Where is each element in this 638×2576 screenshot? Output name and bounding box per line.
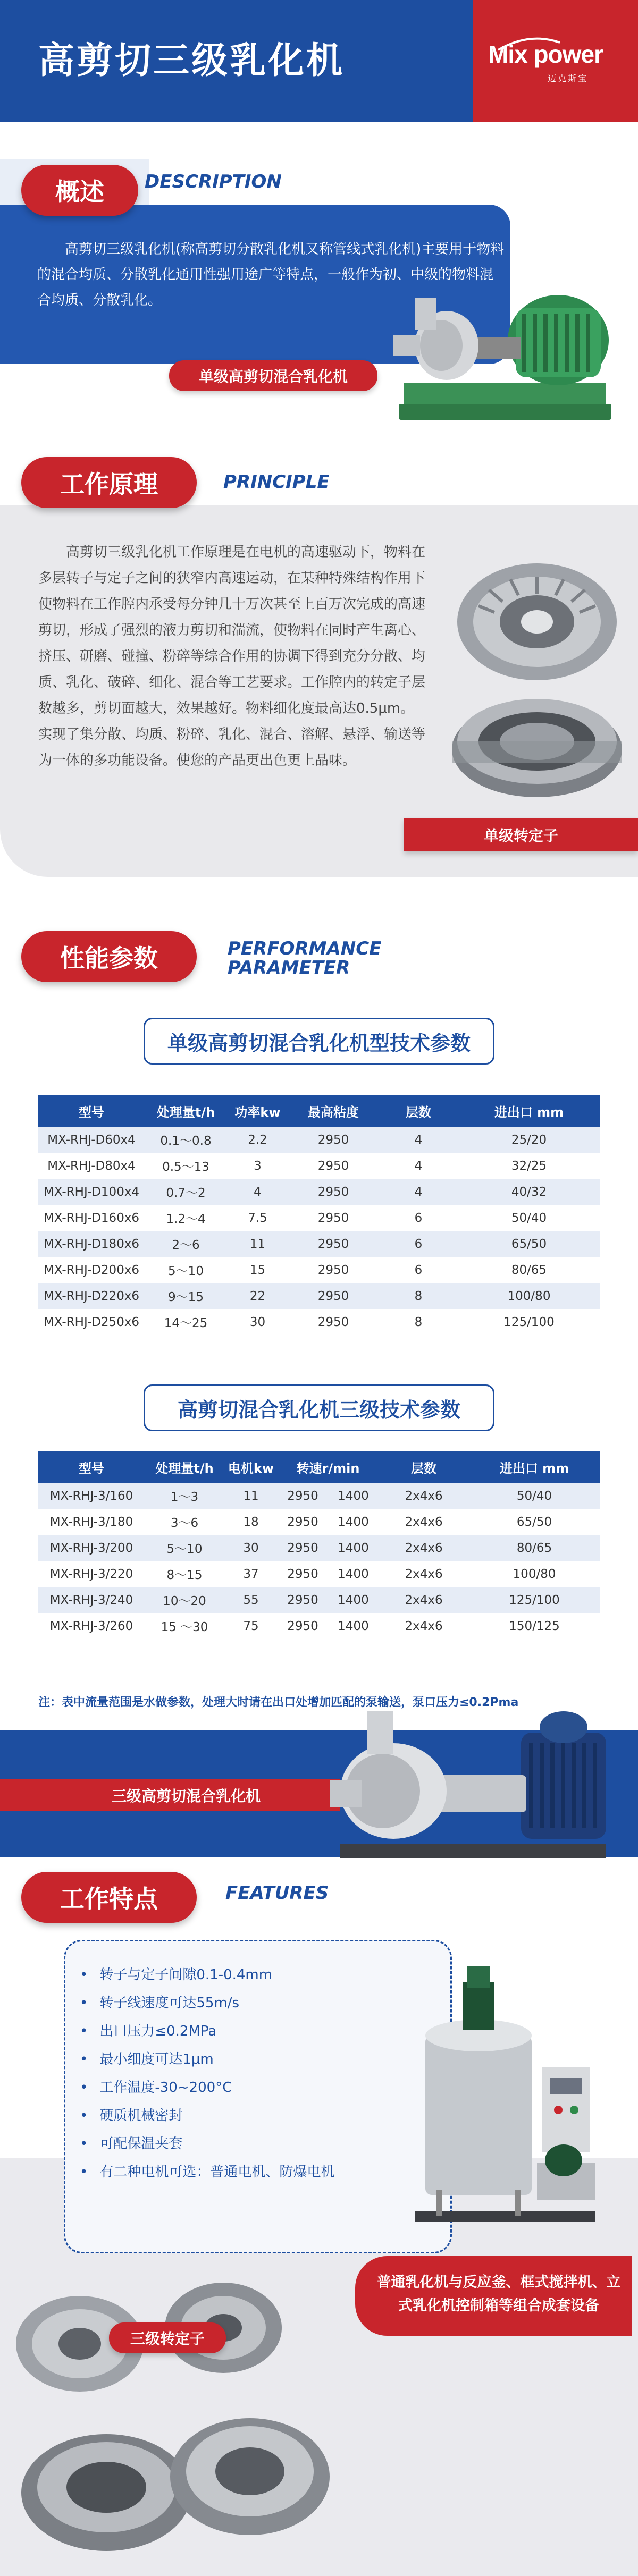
table1-cell: 5～10	[145, 1257, 227, 1283]
table1-cell: 11	[227, 1231, 288, 1257]
single-stage-spec-table	[38, 1095, 600, 1335]
table1-header-cell: 最高粘度	[288, 1095, 379, 1127]
table1-cell: 4	[227, 1179, 288, 1205]
table2-cell: 2950	[278, 1509, 328, 1535]
table2-cell: 2x4x6	[379, 1587, 469, 1613]
performance-heading-en-line1: PERFORMANCE	[228, 938, 382, 959]
brand-logo	[473, 0, 638, 122]
table2-cell: 15 ～30	[145, 1613, 224, 1639]
table1-cell: 2950	[288, 1127, 379, 1153]
table2-cell: 1400	[328, 1483, 379, 1509]
overview-image-label: 单级高剪切混合乳化机	[169, 360, 377, 391]
table2-cell: 2x4x6	[379, 1483, 469, 1509]
table1-cell: 0.1～0.8	[145, 1127, 227, 1153]
table1-cell: MX-RHJ-D200x6	[38, 1257, 145, 1283]
principle-heading: 工作原理	[21, 457, 197, 508]
table1-cell: 65/50	[458, 1231, 600, 1257]
rotor-stator-label: 三级转定子	[109, 2322, 226, 2353]
table2-cell: 2x4x6	[379, 1535, 469, 1561]
table2-header-cell: 电机kw	[224, 1451, 278, 1483]
table2-cell: 2950	[278, 1535, 328, 1561]
table1-header-cell: 型号	[38, 1095, 145, 1127]
rotor-stator-image	[447, 553, 627, 818]
table1-cell: 30	[227, 1309, 288, 1335]
table1-cell: 6	[379, 1257, 458, 1283]
performance-heading-en-line2: PARAMETER	[228, 957, 350, 978]
table-row	[38, 1153, 600, 1179]
table1-cell: 1.2～4	[145, 1205, 227, 1231]
table1-cell: 2950	[288, 1257, 379, 1283]
table-row	[38, 1257, 600, 1283]
emulsifier-set-image	[404, 1961, 606, 2259]
table1-cell: MX-RHJ-D160x6	[38, 1205, 145, 1231]
table1-cell: MX-RHJ-D100x4	[38, 1179, 145, 1205]
table1-cell: 4	[379, 1179, 458, 1205]
table2-cell: 2x4x6	[379, 1561, 469, 1587]
table2-cell: 8～15	[145, 1561, 224, 1587]
table2-cell: 80/65	[469, 1535, 600, 1561]
table2-cell: 2x4x6	[379, 1509, 469, 1535]
table2-cell: 5～10	[145, 1535, 224, 1561]
table1-cell: 2950	[288, 1283, 379, 1309]
table2-cell: 2x4x6	[379, 1613, 469, 1639]
table1-cell: 8	[379, 1283, 458, 1309]
table1-cell: 14～25	[145, 1309, 227, 1335]
table1-cell: 6	[379, 1231, 458, 1257]
table1-header-cell: 层数	[379, 1095, 458, 1127]
feature-item: • 硬质机械密封	[80, 2102, 334, 2130]
table1-cell: 0.5～13	[145, 1153, 227, 1179]
table2-cell: MX-RHJ-3/160	[38, 1483, 145, 1509]
table-row	[38, 1535, 600, 1561]
table-row	[38, 1231, 600, 1257]
performance-heading-en	[228, 940, 381, 977]
table1-header-cell: 进出口 mm	[458, 1095, 600, 1127]
table1-cell: MX-RHJ-D250x6	[38, 1309, 145, 1335]
features-list	[80, 1961, 334, 2186]
table1-cell: 7.5	[227, 1205, 288, 1231]
three-stage-spec-table	[38, 1451, 600, 1639]
table-row	[38, 1561, 600, 1587]
table2-cell: 2950	[278, 1561, 328, 1587]
table1-cell: MX-RHJ-D180x6	[38, 1231, 145, 1257]
features-heading: 工作特点	[21, 1872, 197, 1923]
table2-cell: 1400	[328, 1509, 379, 1535]
table1-header-cell: 功率kw	[227, 1095, 288, 1127]
feature-item: • 工作温度-30~200°C	[80, 2074, 334, 2102]
table2-title: 高剪切混合乳化机三级技术参数	[144, 1384, 494, 1431]
table1-cell: 0.7～2	[145, 1179, 227, 1205]
table1-cell: 3	[227, 1153, 288, 1179]
three-stage-emulsifier-image	[319, 1690, 622, 1876]
table2-header-cell: 转速r/min	[278, 1451, 379, 1483]
page-title: 高剪切三级乳化机	[38, 40, 345, 82]
table-row	[38, 1483, 600, 1509]
table2-header-cell: 进出口 mm	[469, 1451, 600, 1483]
table2-cell: 1～3	[145, 1483, 224, 1509]
table2-header-cell: 层数	[379, 1451, 469, 1483]
three-stage-image-label: 三级高剪切混合乳化机	[111, 1787, 261, 1805]
feature-item: • 转子与定子间隙0.1-0.4mm	[80, 1961, 334, 1989]
table2-cell: MX-RHJ-3/200	[38, 1535, 145, 1561]
table1-cell: 125/100	[458, 1309, 600, 1335]
feature-item: • 可配保温夹套	[80, 2130, 334, 2158]
table1-cell: 2950	[288, 1309, 379, 1335]
overview-heading: 概述	[21, 165, 138, 216]
table2-cell: 1400	[328, 1587, 379, 1613]
principle-heading-en: PRINCIPLE	[223, 471, 330, 493]
table-row	[38, 1179, 600, 1205]
table-row	[38, 1587, 600, 1613]
table1-cell: 6	[379, 1205, 458, 1231]
table2-header-cell: 处理量t/h	[145, 1451, 224, 1483]
table-row	[38, 1309, 600, 1335]
table2-cell: 3～6	[145, 1509, 224, 1535]
feature-item: • 有二种电机可选：普通电机、防爆电机	[80, 2158, 334, 2186]
table1-title: 单级高剪切混合乳化机型技术参数	[144, 1018, 494, 1065]
table1-cell: 80/65	[458, 1257, 600, 1283]
table1-cell: 9～15	[145, 1283, 227, 1309]
logo-subtitle: 迈克斯宝	[548, 73, 589, 83]
logo-text: Mix power	[488, 40, 603, 68]
table2-cell: 1400	[328, 1535, 379, 1561]
table1-cell: 2.2	[227, 1127, 288, 1153]
table1-cell: 2950	[288, 1153, 379, 1179]
set-caption: 普通乳化机与反应釜、框式搅拌机、立式乳化机控制箱等组合成套设备	[355, 2256, 632, 2336]
table1-cell: 22	[227, 1283, 288, 1309]
table-note: 注：表中流量范围是水做参数，处理大时请在出口处增加匹配的泵输送，泵口压力≤0.2Pma	[38, 1696, 519, 1709]
table1-cell: 2950	[288, 1179, 379, 1205]
table1-cell: 15	[227, 1257, 288, 1283]
table2-cell: 30	[224, 1535, 278, 1561]
performance-heading: 性能参数	[21, 931, 197, 982]
table1-cell: 8	[379, 1309, 458, 1335]
table1-cell: 50/40	[458, 1205, 600, 1231]
table2-cell: 1400	[328, 1613, 379, 1639]
table2-cell: 125/100	[469, 1587, 600, 1613]
table2-cell: MX-RHJ-3/240	[38, 1587, 145, 1613]
table1-header-cell: 处理量t/h	[145, 1095, 227, 1127]
table2-cell: MX-RHJ-3/220	[38, 1561, 145, 1587]
table2-cell: 150/125	[469, 1613, 600, 1639]
feature-item: • 转子线速度可达55m/s	[80, 1989, 334, 2017]
table2-cell: 2950	[278, 1483, 328, 1509]
table2-cell: 65/50	[469, 1509, 600, 1535]
three-stage-rotor-stator-image	[0, 2248, 372, 2576]
table-row	[38, 1613, 600, 1639]
table2-cell: 2950	[278, 1613, 328, 1639]
table-row	[38, 1205, 600, 1231]
overview-text: 高剪切三级乳化机(称高剪切分散乳化机又称管线式乳化机)主要用于物料的混合均质、分散乳化通用性强用途广等特点，一般作为初、中级的物料混合均质、分散乳化。	[37, 241, 505, 308]
principle-text: 高剪切三级乳化机工作原理是在电机的高速驱动下，物料在多层转子与定子之间的狭窄内高速运动，在某种特殊结构作用下使物料在工作腔内承受每分钟几十万次甚至上百万次完成的高速剪切，形成了强烈的液力剪切和湍流，使物料在同时产生离心、挤压、研磨、碰撞、粉碎等综合作用的协调下得到充分分散、均质、乳化、破碎、细化、混合等工艺要求。工作腔内的转定子层数越多，剪切面越大，效果越好。物料细化度最高达0.5μm。实现了集分散、均质、粉碎、乳化、混合、溶解、悬浮、输送等为一体的多功能设备。使您的产品更出色更上品味。	[38, 544, 426, 768]
principle-image-label: 单级转定子	[404, 818, 638, 851]
overview-heading-en: DESCRIPTION	[145, 171, 282, 192]
feature-item: • 最小细度可达1μm	[80, 2046, 334, 2074]
table1-cell: 40/32	[458, 1179, 600, 1205]
table2-cell: MX-RHJ-3/180	[38, 1509, 145, 1535]
features-heading-en: FEATURES	[225, 1882, 329, 1904]
table1-cell: 2～6	[145, 1231, 227, 1257]
table2-cell: 10～20	[145, 1587, 224, 1613]
table2-cell: 1400	[328, 1561, 379, 1587]
table2-cell: 55	[224, 1587, 278, 1613]
table1-cell: MX-RHJ-D80x4	[38, 1153, 145, 1179]
table-row	[38, 1283, 600, 1309]
page-header	[0, 0, 638, 122]
single-stage-emulsifier-image	[383, 276, 627, 436]
table2-header-cell: 型号	[38, 1451, 145, 1483]
table1-cell: 2950	[288, 1231, 379, 1257]
table2-cell: 100/80	[469, 1561, 600, 1587]
table1-cell: 32/25	[458, 1153, 600, 1179]
table2-cell: 75	[224, 1613, 278, 1639]
feature-item: • 出口压力≤0.2MPa	[80, 2017, 334, 2046]
table1-cell: MX-RHJ-D60x4	[38, 1127, 145, 1153]
table1-cell: MX-RHJ-D220x6	[38, 1283, 145, 1309]
table1-cell: 100/80	[458, 1283, 600, 1309]
table2-cell: 18	[224, 1509, 278, 1535]
table1-cell: 4	[379, 1153, 458, 1179]
table2-cell: 11	[224, 1483, 278, 1509]
table1-cell: 2950	[288, 1205, 379, 1231]
table2-cell: 50/40	[469, 1483, 600, 1509]
table1-cell: 4	[379, 1127, 458, 1153]
table2-cell: MX-RHJ-3/260	[38, 1613, 145, 1639]
table-row	[38, 1509, 600, 1535]
table1-cell: 25/20	[458, 1127, 600, 1153]
table-row	[38, 1127, 600, 1153]
table2-cell: 37	[224, 1561, 278, 1587]
table2-cell: 2950	[278, 1587, 328, 1613]
